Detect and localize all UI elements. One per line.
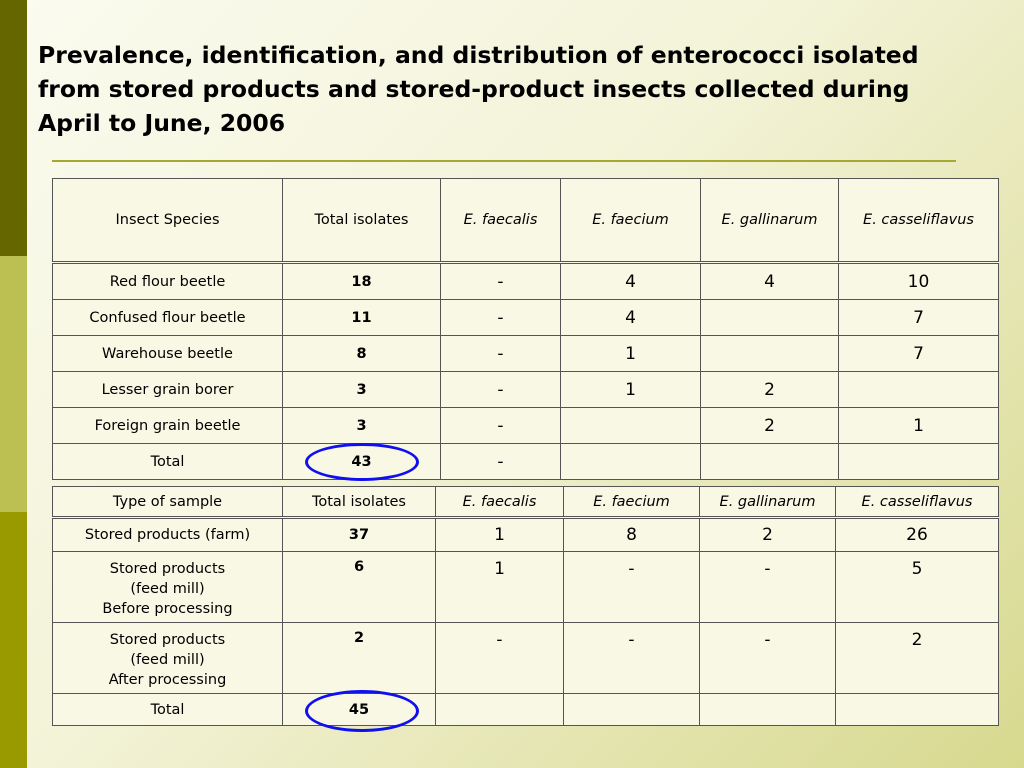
table-row bbox=[53, 552, 999, 623]
gallinarum-cell: - bbox=[700, 552, 836, 623]
species-cell: Warehouse beetle bbox=[53, 336, 283, 372]
total-label-cell: Total bbox=[53, 694, 283, 726]
faecium-cell bbox=[561, 444, 701, 480]
table-header-row bbox=[53, 179, 999, 263]
faecium-cell bbox=[564, 694, 700, 726]
faecium-cell bbox=[561, 408, 701, 444]
table-row bbox=[53, 408, 999, 444]
table-row bbox=[53, 372, 999, 408]
gallinarum-cell: 4 bbox=[701, 263, 839, 300]
table-row bbox=[53, 623, 999, 694]
slide-sidebar bbox=[0, 0, 27, 768]
casseliflavus-cell: 7 bbox=[839, 300, 999, 336]
faecalis-cell: - bbox=[436, 623, 564, 694]
header-e-faecium: E. faecium bbox=[564, 487, 700, 518]
casseliflavus-cell bbox=[839, 444, 999, 480]
total-cell: 11 bbox=[283, 300, 441, 336]
species-cell: Red flour beetle bbox=[53, 263, 283, 300]
casseliflavus-cell bbox=[839, 372, 999, 408]
table-row bbox=[53, 336, 999, 372]
table-row bbox=[53, 263, 999, 300]
species-cell: Foreign grain beetle bbox=[53, 408, 283, 444]
header-e-gallinarum: E. gallinarum bbox=[701, 179, 839, 263]
insect-species-table bbox=[52, 178, 999, 480]
table-header-row bbox=[53, 487, 999, 518]
title-divider bbox=[52, 160, 956, 162]
header-e-gallinarum: E. gallinarum bbox=[700, 487, 836, 518]
header-e-faecalis: E. faecalis bbox=[436, 487, 564, 518]
sidebar-band-dark bbox=[0, 0, 27, 256]
header-e-casseliflavus: E. casseliflavus bbox=[839, 179, 999, 263]
faecium-cell: 1 bbox=[561, 336, 701, 372]
total-cell: 2 bbox=[283, 623, 436, 694]
total-cell: 8 bbox=[283, 336, 441, 372]
faecalis-cell: - bbox=[441, 263, 561, 300]
faecium-cell: 8 bbox=[564, 518, 700, 552]
sample-cell: Stored products (feed mill) Before processing bbox=[53, 552, 283, 623]
faecium-cell: 4 bbox=[561, 263, 701, 300]
species-cell: Confused flour beetle bbox=[53, 300, 283, 336]
faecalis-cell: - bbox=[441, 336, 561, 372]
total-cell: 3 bbox=[283, 408, 441, 444]
faecalis-cell: - bbox=[441, 408, 561, 444]
slide-title: Prevalence, identification, and distribution of enterococci isolated from stored products and stored-product insects collected during April to June, 2006 bbox=[38, 41, 919, 137]
casseliflavus-cell: 2 bbox=[836, 623, 999, 694]
total-label-cell: Total bbox=[53, 444, 283, 480]
species-cell: Lesser grain borer bbox=[53, 372, 283, 408]
grand-total-cell: 45 bbox=[283, 694, 436, 726]
total-cell: 6 bbox=[283, 552, 436, 623]
faecalis-cell bbox=[436, 694, 564, 726]
total-cell: 18 bbox=[283, 263, 441, 300]
gallinarum-cell bbox=[701, 336, 839, 372]
header-insect-species: Insect Species bbox=[53, 179, 283, 263]
faecalis-cell: - bbox=[441, 444, 561, 480]
gallinarum-cell: 2 bbox=[701, 408, 839, 444]
header-e-faecalis: E. faecalis bbox=[441, 179, 561, 263]
casseliflavus-cell bbox=[836, 694, 999, 726]
casseliflavus-cell: 1 bbox=[839, 408, 999, 444]
gallinarum-cell: 2 bbox=[700, 518, 836, 552]
gallinarum-cell: 2 bbox=[701, 372, 839, 408]
casseliflavus-cell: 10 bbox=[839, 263, 999, 300]
casseliflavus-cell: 26 bbox=[836, 518, 999, 552]
header-type-of-sample: Type of sample bbox=[53, 487, 283, 518]
table-total-row bbox=[53, 694, 999, 726]
faecalis-cell: - bbox=[441, 372, 561, 408]
sidebar-band-light bbox=[0, 512, 27, 768]
sidebar-band-mid bbox=[0, 256, 27, 512]
table-row bbox=[53, 518, 999, 552]
faecium-cell: - bbox=[564, 552, 700, 623]
sample-type-table bbox=[52, 486, 999, 726]
faecalis-cell: 1 bbox=[436, 518, 564, 552]
faecium-cell: 4 bbox=[561, 300, 701, 336]
faecalis-cell: 1 bbox=[436, 552, 564, 623]
faecium-cell: - bbox=[564, 623, 700, 694]
header-e-faecium: E. faecium bbox=[561, 179, 701, 263]
faecium-cell: 1 bbox=[561, 372, 701, 408]
sample-cell: Stored products (feed mill) After processing bbox=[53, 623, 283, 694]
header-total-isolates: Total isolates bbox=[283, 179, 441, 263]
header-e-casseliflavus: E. casseliflavus bbox=[836, 487, 999, 518]
total-cell: 3 bbox=[283, 372, 441, 408]
table-total-row bbox=[53, 444, 999, 480]
gallinarum-cell bbox=[701, 444, 839, 480]
grand-total-cell: 43 bbox=[283, 444, 441, 480]
total-cell: 37 bbox=[283, 518, 436, 552]
table-row bbox=[53, 300, 999, 336]
gallinarum-cell bbox=[701, 300, 839, 336]
gallinarum-cell bbox=[700, 694, 836, 726]
gallinarum-cell: - bbox=[700, 623, 836, 694]
casseliflavus-cell: 5 bbox=[836, 552, 999, 623]
header-total-isolates: Total isolates bbox=[283, 487, 436, 518]
sample-cell: Stored products (farm) bbox=[53, 518, 283, 552]
casseliflavus-cell: 7 bbox=[839, 336, 999, 372]
faecalis-cell: - bbox=[441, 300, 561, 336]
